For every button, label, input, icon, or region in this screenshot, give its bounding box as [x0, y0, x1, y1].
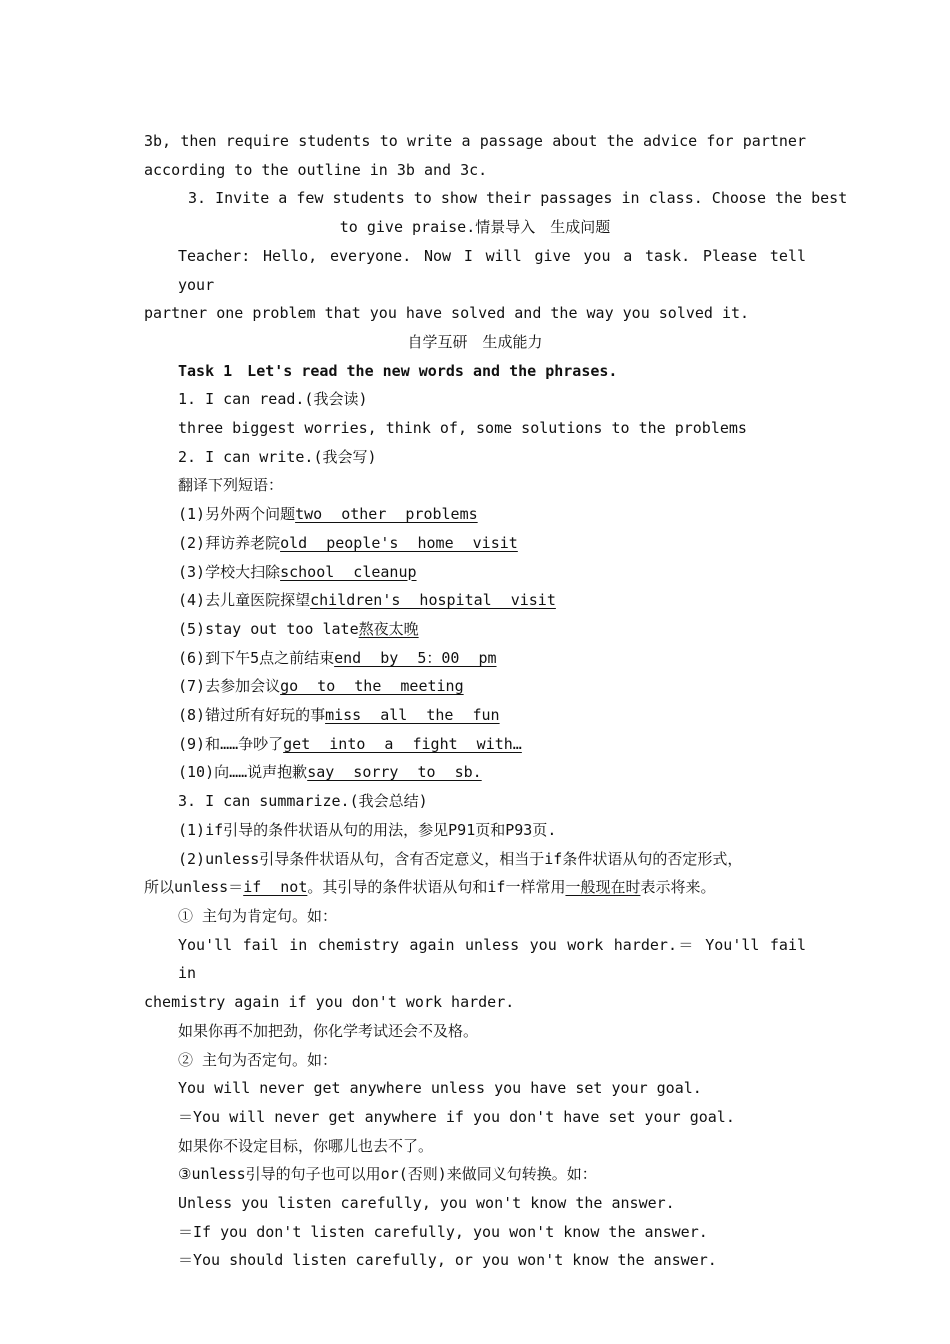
phrase-answer: old people's home visit	[280, 533, 518, 552]
phrase-answer: get into a fight with…	[283, 734, 522, 753]
phrase-prompt: (7)去参加会议	[178, 677, 281, 696]
phrase-item	[144, 615, 806, 644]
point-2-heading: ② 主句为否定句。如：	[178, 1050, 338, 1069]
summary-2-line-2	[144, 873, 806, 902]
phrase-prompt: (2)拜访养老院	[178, 533, 281, 552]
phrase-prompt: (8)错过所有好玩的事	[178, 706, 326, 725]
point-3-example-2: ＝If you don't listen carefully, you won't know the answer.	[178, 1222, 708, 1241]
phrase-answer: children's hospital visit	[310, 591, 556, 610]
point-3-example-3: ＝You should listen carefully, or you won't know the answer.	[178, 1251, 717, 1270]
phrase-item	[144, 758, 806, 787]
phrase-prompt: (6)到下午5点之前结束	[178, 648, 335, 667]
point-2-example-2: ＝You will never get anywhere if you don't have set your goal.	[178, 1107, 735, 1126]
section-heading: 自学互研 生成能力	[407, 332, 543, 351]
phrase-answer: go to the meeting	[280, 677, 464, 696]
phrase-answer: miss all the fun	[325, 706, 500, 725]
summary-2-blank-2: 一般现在时	[565, 878, 641, 897]
phrase-item	[144, 529, 806, 558]
phrase-item	[144, 672, 806, 701]
phrase-prompt: (3)学校大扫除	[178, 562, 281, 581]
summary-1: (1)if引导的条件状语从句的用法，参见P91页和P93页.	[178, 820, 557, 839]
teacher-line-1: Teacher: Hello, everyone. Now I will give you a task. Please tell your	[178, 246, 806, 294]
phrase-item	[144, 730, 806, 759]
phrase-item	[144, 701, 806, 730]
phrase-item	[144, 500, 806, 529]
phrase-answer: 熬夜太晚	[358, 619, 419, 638]
point-1-example-line-1: You'll fail in chemistry again unless you work harder.＝ You'll fail in	[178, 935, 806, 983]
point-1-heading: ① 主句为肯定句。如：	[178, 906, 338, 925]
summary-2-middle: 。其引导的条件状语从句和if一样常用	[307, 878, 566, 897]
point-3-heading: ③unless引导的句子也可以用or(否则)来做同义句转换。如：	[178, 1165, 597, 1184]
document-page	[144, 127, 848, 1275]
phrase-item	[144, 586, 806, 615]
summary-2-prefix: 所以unless＝	[144, 878, 244, 897]
task-1-title: Task 1 Let's read the new words and the phrases.	[178, 361, 618, 380]
intro-line-1: 3b, then require students to write a passage about the advice for partner	[144, 132, 806, 150]
step-3-line-1: 3. Invite a few students to show their passages in class. Choose the best	[188, 189, 848, 208]
phrase-answer: two other problems	[295, 505, 478, 524]
point-2-example-1: You will never get anywhere unless you have set your goal.	[178, 1079, 702, 1098]
phrase-prompt: (9)和……争吵了	[178, 734, 284, 753]
phrase-prompt: (4)去儿童医院探望	[178, 591, 311, 610]
point-2-translation: 如果你不设定目标，你哪儿也去不了。	[178, 1136, 434, 1155]
step-3-line-2: to give praise.情景导入 生成问题	[339, 218, 611, 237]
summarize-heading: 3. I can summarize.(我会总结)	[178, 792, 428, 811]
phrase-prompt: (1)另外两个问题	[178, 505, 296, 524]
point-1-translation: 如果你再不加把劲，你化学考试还会不及格。	[178, 1021, 479, 1040]
phrase-prompt: (5)stay out too late	[178, 619, 359, 638]
intro-line-2: according to the outline in 3b and 3c.	[144, 160, 488, 179]
read-content: three biggest worries, think of, some solutions to the problems	[178, 419, 747, 438]
point-3-example-1: Unless you listen carefully, you won't know the answer.	[178, 1194, 675, 1213]
phrase-item	[144, 644, 806, 673]
point-1-example-line-2: chemistry again if you don't work harder.	[144, 993, 515, 1012]
phrase-answer: say sorry to sb.	[307, 763, 482, 782]
summary-2-suffix: 表示将来。	[640, 878, 716, 897]
write-heading: 2. I can write.(我会写)	[178, 447, 377, 466]
phrase-item	[144, 558, 806, 587]
translate-label: 翻译下列短语：	[178, 476, 284, 495]
summary-2-line-1: (2)unless引导条件状语从句，含有否定意义，相当于if条件状语从句的否定形式，	[178, 849, 743, 868]
summary-2-blank-1: if not	[243, 878, 308, 897]
phrase-prompt: (10)向……说声抱歉	[178, 763, 308, 782]
read-heading: 1. I can read.(我会读)	[178, 390, 368, 409]
phrase-answer: school cleanup	[280, 562, 417, 581]
phrase-answer: end by 5：00 pm	[334, 648, 497, 667]
teacher-line-2: partner one problem that you have solved and the way you solved it.	[144, 304, 750, 323]
